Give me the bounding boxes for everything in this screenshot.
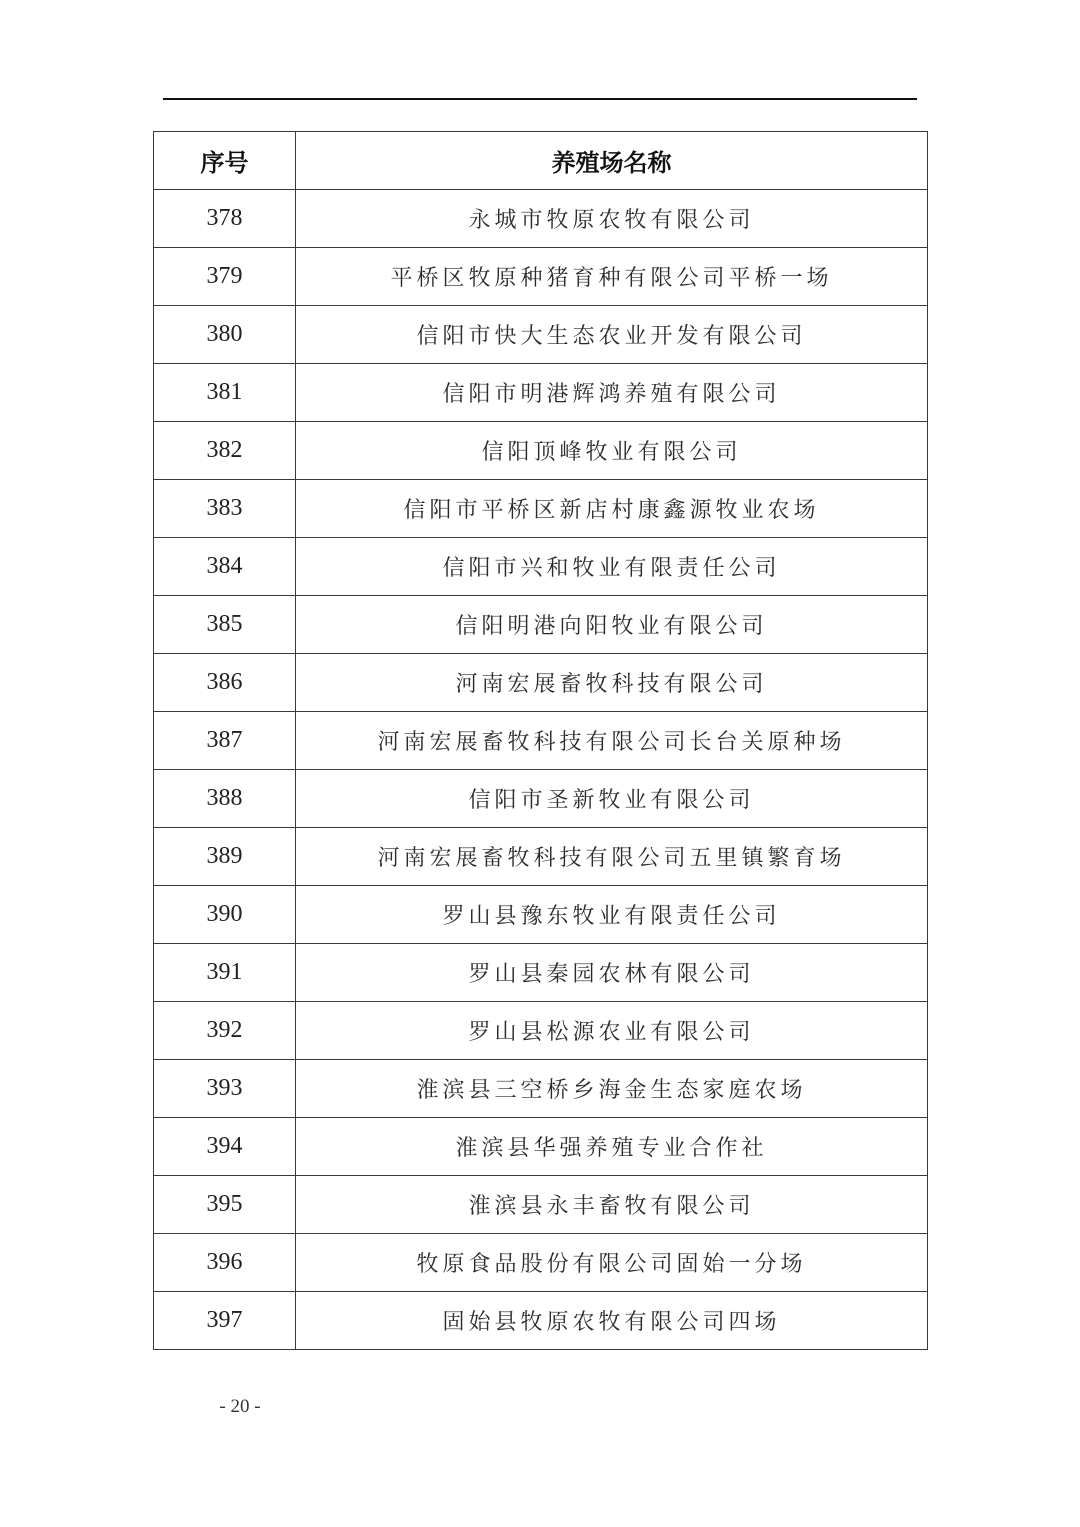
row-farm-name: 信阳市快大生态农业开发有限公司	[296, 306, 928, 364]
row-farm-name: 永城市牧原农牧有限公司	[296, 190, 928, 248]
table-row	[154, 886, 928, 944]
row-farm-name: 河南宏展畜牧科技有限公司长台关原种场	[296, 712, 928, 770]
row-farm-name: 信阳明港向阳牧业有限公司	[296, 596, 928, 654]
table-row	[154, 1292, 928, 1350]
row-seq-number: 378	[154, 190, 296, 248]
row-farm-name: 河南宏展畜牧科技有限公司	[296, 654, 928, 712]
header-farm-name: 养殖场名称	[296, 132, 928, 190]
row-seq-number: 395	[154, 1176, 296, 1234]
row-seq-number: 390	[154, 886, 296, 944]
row-farm-name: 淮滨县华强养殖专业合作社	[296, 1118, 928, 1176]
table-row	[154, 1002, 928, 1060]
row-seq-number: 397	[154, 1292, 296, 1350]
row-seq-number: 392	[154, 1002, 296, 1060]
table-row	[154, 654, 928, 712]
table-row	[154, 190, 928, 248]
row-farm-name: 河南宏展畜牧科技有限公司五里镇繁育场	[296, 828, 928, 886]
table-row	[154, 944, 928, 1002]
row-seq-number: 379	[154, 248, 296, 306]
table-row	[154, 422, 928, 480]
row-farm-name: 信阳市明港辉鸿养殖有限公司	[296, 364, 928, 422]
table-row	[154, 712, 928, 770]
row-seq-number: 386	[154, 654, 296, 712]
row-farm-name: 平桥区牧原种猪育种有限公司平桥一场	[296, 248, 928, 306]
row-farm-name: 信阳顶峰牧业有限公司	[296, 422, 928, 480]
row-farm-name: 淮滨县永丰畜牧有限公司	[296, 1176, 928, 1234]
farm-list-table	[153, 131, 928, 1350]
row-farm-name: 信阳市平桥区新店村康鑫源牧业农场	[296, 480, 928, 538]
header-rule	[163, 98, 917, 100]
table-row	[154, 1118, 928, 1176]
row-farm-name: 信阳市兴和牧业有限责任公司	[296, 538, 928, 596]
row-seq-number: 383	[154, 480, 296, 538]
table-body	[154, 190, 928, 1350]
row-seq-number: 393	[154, 1060, 296, 1118]
row-farm-name: 信阳市圣新牧业有限公司	[296, 770, 928, 828]
row-seq-number: 389	[154, 828, 296, 886]
table-header-row	[154, 132, 928, 190]
row-seq-number: 381	[154, 364, 296, 422]
row-seq-number: 380	[154, 306, 296, 364]
table-row	[154, 1234, 928, 1292]
table-row	[154, 596, 928, 654]
row-seq-number: 396	[154, 1234, 296, 1292]
table-row	[154, 306, 928, 364]
table-row	[154, 538, 928, 596]
row-farm-name: 罗山县松源农业有限公司	[296, 1002, 928, 1060]
header-seq: 序号	[154, 132, 296, 190]
table-row	[154, 480, 928, 538]
row-farm-name: 淮滨县三空桥乡海金生态家庭农场	[296, 1060, 928, 1118]
row-seq-number: 384	[154, 538, 296, 596]
table-row	[154, 1176, 928, 1234]
row-seq-number: 391	[154, 944, 296, 1002]
table-row	[154, 248, 928, 306]
table-row	[154, 364, 928, 422]
row-farm-name: 固始县牧原农牧有限公司四场	[296, 1292, 928, 1350]
table-row	[154, 770, 928, 828]
row-farm-name: 罗山县秦园农林有限公司	[296, 944, 928, 1002]
page-number: - 20 -	[219, 1396, 261, 1417]
row-farm-name: 牧原食品股份有限公司固始一分场	[296, 1234, 928, 1292]
row-seq-number: 382	[154, 422, 296, 480]
row-seq-number: 387	[154, 712, 296, 770]
row-farm-name: 罗山县豫东牧业有限责任公司	[296, 886, 928, 944]
row-seq-number: 388	[154, 770, 296, 828]
row-seq-number: 385	[154, 596, 296, 654]
table-row	[154, 1060, 928, 1118]
table-row	[154, 828, 928, 886]
row-seq-number: 394	[154, 1118, 296, 1176]
